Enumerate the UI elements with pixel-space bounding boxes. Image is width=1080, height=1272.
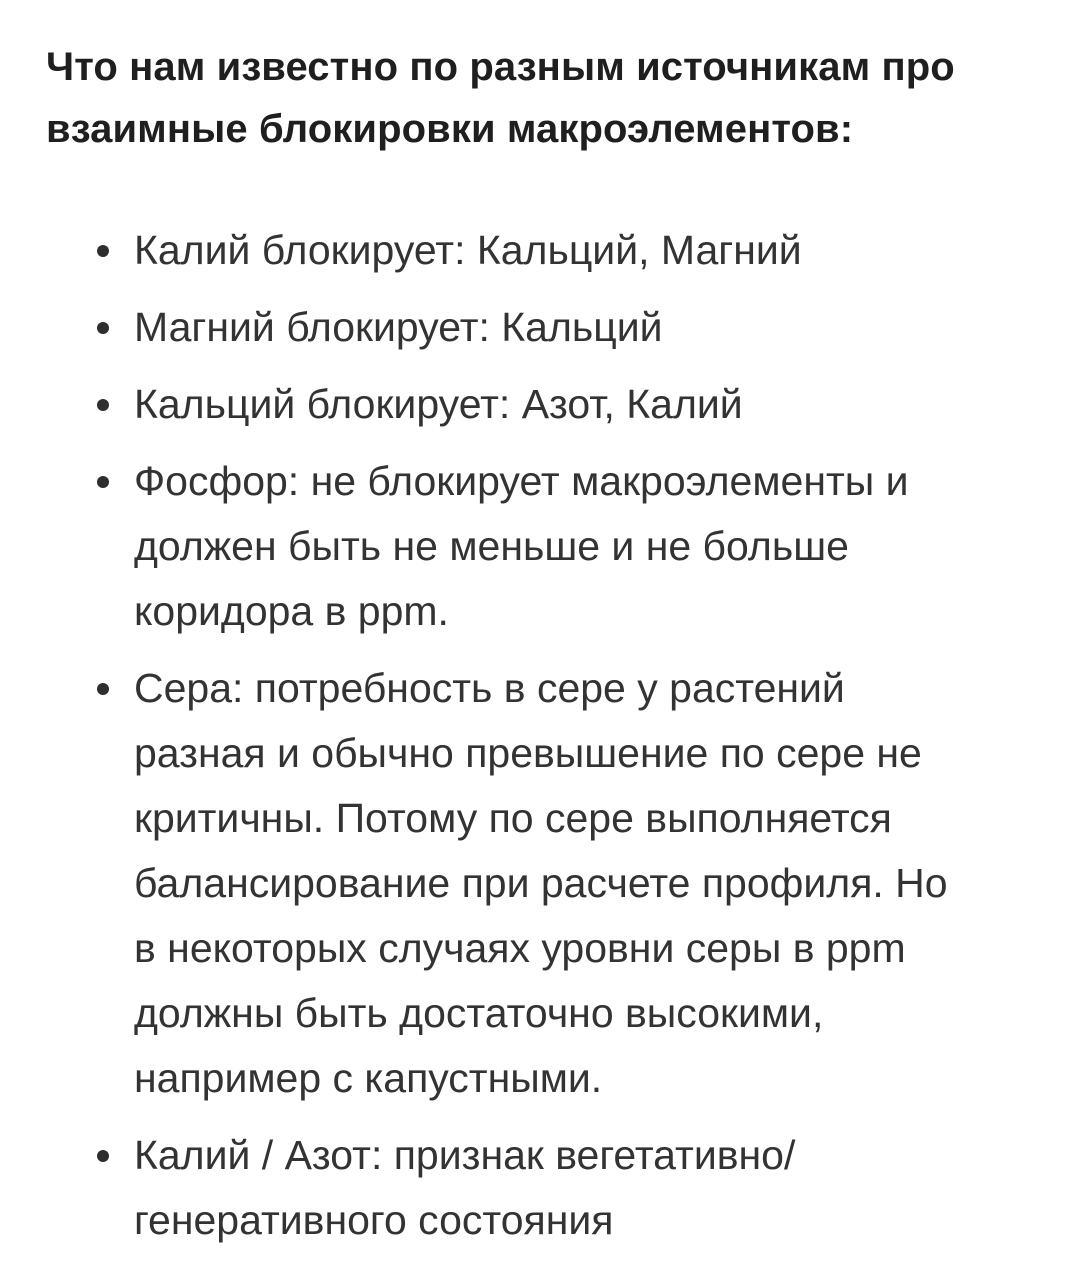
list-item-text: разная и обычно превышение по сере не bbox=[134, 730, 922, 776]
heading-line: взаимные блокировки макроэлементов: bbox=[46, 107, 854, 151]
list-item bbox=[134, 295, 1020, 360]
list-item bbox=[134, 449, 1020, 644]
list-item-text: Магний блокирует: Кальций bbox=[134, 304, 663, 350]
bullet-icon bbox=[97, 322, 109, 334]
list-item-text: должен быть не меньше и не больше bbox=[134, 523, 849, 569]
list-item-text: Фосфор: не блокирует макроэлементы и bbox=[134, 458, 909, 504]
list-item bbox=[134, 218, 1020, 283]
section-heading bbox=[46, 36, 1020, 160]
list-item-text: Калий / Азот: признак вегетативно/ bbox=[134, 1132, 796, 1178]
list-item-text: Кальций блокирует: Азот, Калий bbox=[134, 381, 743, 427]
list-item-text: Калий блокирует: Кальций, Магний bbox=[134, 227, 802, 273]
list-item bbox=[134, 372, 1020, 437]
bullet-list bbox=[46, 218, 1020, 1253]
list-item-text: в некоторых случаях уровни серы в ppm bbox=[134, 925, 906, 971]
list-item-text: балансирование при расчете профиля. Но bbox=[134, 860, 948, 906]
list-item-text: критичны. Потому по сере выполняется bbox=[134, 795, 892, 841]
bullet-icon bbox=[97, 245, 109, 257]
list-item bbox=[134, 656, 1020, 1111]
list-item-text: должны быть достаточно высокими, bbox=[134, 990, 824, 1036]
heading-line: Что нам известно по разным источникам про bbox=[46, 45, 955, 89]
list-item bbox=[134, 1123, 1020, 1253]
bullet-icon bbox=[97, 683, 109, 695]
list-item-text: например с капустными. bbox=[134, 1055, 603, 1101]
bullet-icon bbox=[97, 399, 109, 411]
bullet-icon bbox=[97, 476, 109, 488]
list-item-text: коридора в ppm. bbox=[134, 588, 449, 634]
list-item-text: генеративного состояния bbox=[134, 1197, 614, 1243]
bullet-icon bbox=[97, 1150, 109, 1162]
list-item-text: Сера: потребность в сере у растений bbox=[134, 665, 845, 711]
